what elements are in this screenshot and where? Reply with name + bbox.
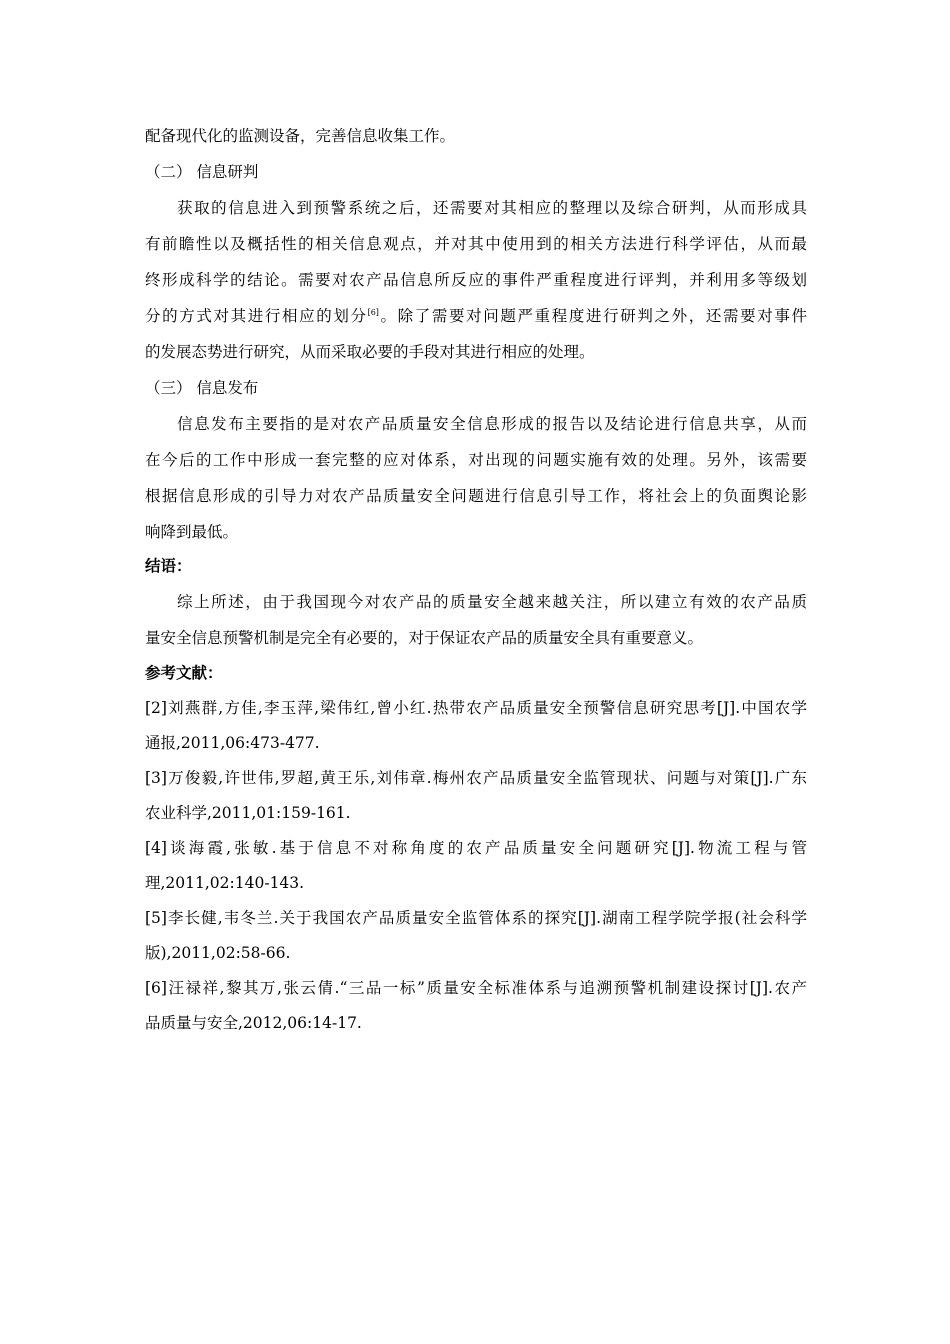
reference-item-continuation: 理,2011,02:140-143. — [145, 874, 305, 892]
conclusion-heading: 结语： — [145, 556, 192, 575]
reference-item-continuation: 品质量与安全,2012,06:14-17. — [145, 1014, 362, 1032]
references-heading: 参考文献： — [145, 663, 223, 682]
reference-item-continuation: 版),2011,02:58-66. — [145, 944, 291, 962]
text-segment: 分的方式对其进行相应的划分 — [145, 307, 368, 325]
paragraph-line-with-citation — [145, 306, 807, 326]
reference-item: [5]李长健,韦冬兰.关于我国农产品质量安全监管体系的探究[J].湖南工程学院学报(社会科学 — [145, 909, 807, 927]
reference-item: [4]谈海霞,张敏.基于信息不对称角度的农产品质量安全问题研究[J].物流工程与管 — [145, 839, 807, 857]
reference-item: [2]刘燕群,方佳,李玉萍,梁伟红,曾小红.热带农产品质量安全预警信息研究思考[J].中国农学 — [145, 699, 807, 717]
paragraph-line: 综上所述，由于我国现今对农产品的质量安全越来越关注，所以建立有效的农产品质 — [177, 593, 807, 611]
reference-item-continuation: 农业科学,2011,01:159-161. — [145, 804, 351, 822]
paragraph-line: 信息发布主要指的是对农产品质量安全信息形成的报告以及结论进行信息共享，从而 — [177, 415, 807, 433]
section-heading-info-release: （三） 信息发布 — [145, 379, 259, 397]
paragraph-line: 根据信息形成的引导力对农产品质量安全问题进行信息引导工作，将社会上的负面舆论影 — [145, 487, 807, 505]
paragraph-line: 终形成科学的结论。需要对农产品信息所反应的事件严重程度进行评判，并利用多等级划 — [145, 271, 807, 289]
reference-item: [3]万俊毅,许世伟,罗超,黄王乐,刘伟章.梅州农产品质量安全监管现状、问题与对策[J].广东 — [145, 769, 807, 787]
section-heading-info-analysis: （二） 信息研判 — [145, 163, 259, 181]
reference-item: [6]汪禄祥,黎其万,张云倩.“三品一标”质量安全标准体系与追溯预警机制建设探讨[J].农产 — [145, 979, 807, 997]
paragraph-line: 响降到最低。 — [145, 523, 239, 541]
paragraph-line: 配备现代化的监测设备，完善信息收集工作。 — [145, 127, 456, 145]
paragraph-line: 有前瞻性以及概括性的相关信息观点，并对其中使用到的相关方法进行科学评估，从而最 — [145, 235, 807, 253]
paragraph-line: 的发展态势进行研究，从而采取必要的手段对其进行相应的处理。 — [145, 343, 595, 361]
paragraph-line: 量安全信息预警机制是完全有必要的，对于保证农产品的质量安全具有重要意义。 — [145, 629, 704, 647]
text-segment: 。除了需要对问题严重程度进行研判之外，还需要对事件 — [378, 307, 807, 325]
paragraph-line: 获取的信息进入到预警系统之后，还需要对其相应的整理以及综合研判，从而形成具 — [177, 199, 807, 217]
citation-mark: [6] — [367, 308, 379, 317]
reference-item-continuation: 通报,2011,06:473-477. — [145, 734, 320, 752]
paragraph-line: 在今后的工作中形成一套完整的应对体系，对出现的问题实施有效的处理。另外，该需要 — [145, 451, 807, 469]
